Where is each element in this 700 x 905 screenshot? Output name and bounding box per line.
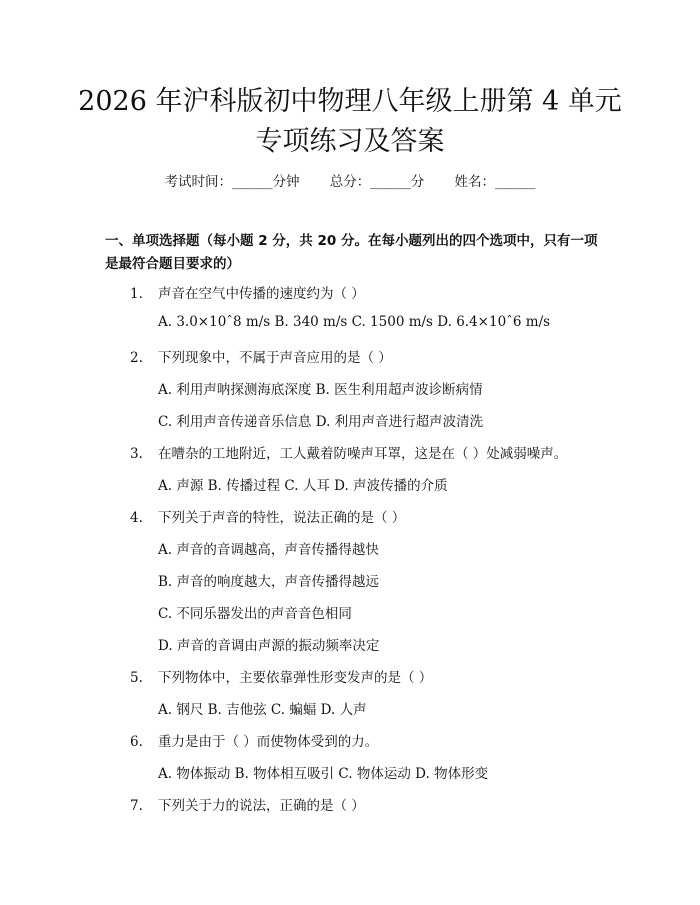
- question-4-option-c: C. 不同乐器发出的声音音色相同: [158, 606, 352, 622]
- question-text: 重力是由于（ ）而使物体受到的力。: [158, 734, 379, 750]
- question-4-option-a: A. 声音的音调越高，声音传播得越快: [158, 542, 379, 558]
- question-text: 下列关于声音的特性，说法正确的是（ ）: [158, 510, 406, 526]
- question-3: [130, 442, 567, 462]
- question-number: 3.: [130, 446, 143, 462]
- section-heading: 一、单项选择题（每小题 2 分，共 20 分。在每小题列出的四个选项中，只有一项是最符合题目要求的）: [105, 233, 598, 272]
- question-1-options: A. 3.0×10ˆ8 m/s B. 340 m/s C. 1500 m/s D. 6.4×10ˆ6 m/s: [158, 314, 551, 330]
- question-1: [130, 282, 365, 302]
- question-2: [130, 346, 392, 366]
- question-5: [130, 666, 432, 686]
- question-number: 2.: [130, 350, 143, 366]
- question-number: 4.: [130, 510, 143, 526]
- question-text: 下列物体中，主要依靠弹性形变发声的是（ ）: [158, 670, 433, 686]
- question-4: [130, 506, 405, 526]
- question-2-options-line-1: A. 利用声呐探测海底深度 B. 医生利用超声波诊断病情: [158, 382, 483, 398]
- student-name-field: 姓名：______: [454, 174, 536, 190]
- title-line-2: 专项练习及答案: [255, 126, 445, 157]
- exam-meta: [0, 170, 700, 190]
- total-score-field: 总分：______分: [329, 174, 425, 190]
- question-text: 下列现象中，不属于声音应用的是（ ）: [158, 350, 392, 366]
- question-number: 1.: [130, 286, 143, 302]
- question-text: 声音在空气中传播的速度约为（ ）: [158, 286, 365, 302]
- question-4-option-b: B. 声音的响度越大，声音传播得越远: [158, 574, 380, 590]
- question-number: 6.: [130, 734, 143, 750]
- title-line-1: 2026 年沪科版初中物理八年级上册第 4 单元: [78, 86, 622, 117]
- question-6: [130, 730, 378, 750]
- question-7: [130, 794, 365, 814]
- question-number: 7.: [130, 798, 143, 814]
- question-6-options: A. 物体振动 B. 物体相互吸引 C. 物体运动 D. 物体形变: [158, 766, 489, 782]
- question-3-options: A. 声源 B. 传播过程 C. 人耳 D. 声波传播的介质: [158, 478, 448, 494]
- question-5-options: A. 钢尺 B. 吉他弦 C. 蝙蝠 D. 人声: [158, 702, 367, 718]
- question-number: 5.: [130, 670, 143, 686]
- question-2-options-line-2: C. 利用声音传递音乐信息 D. 利用声音进行超声波清洗: [158, 414, 484, 430]
- exam-time-field: 考试时间：______分钟: [164, 174, 300, 190]
- document-title: [0, 82, 700, 162]
- question-4-option-d: D. 声音的音调由声源的振动频率决定: [158, 638, 380, 654]
- question-text: 在嘈杂的工地附近，工人戴着防噪声耳罩，这是在（ ）处减弱噪声。: [158, 446, 568, 462]
- question-text: 下列关于力的说法，正确的是（ ）: [158, 798, 365, 814]
